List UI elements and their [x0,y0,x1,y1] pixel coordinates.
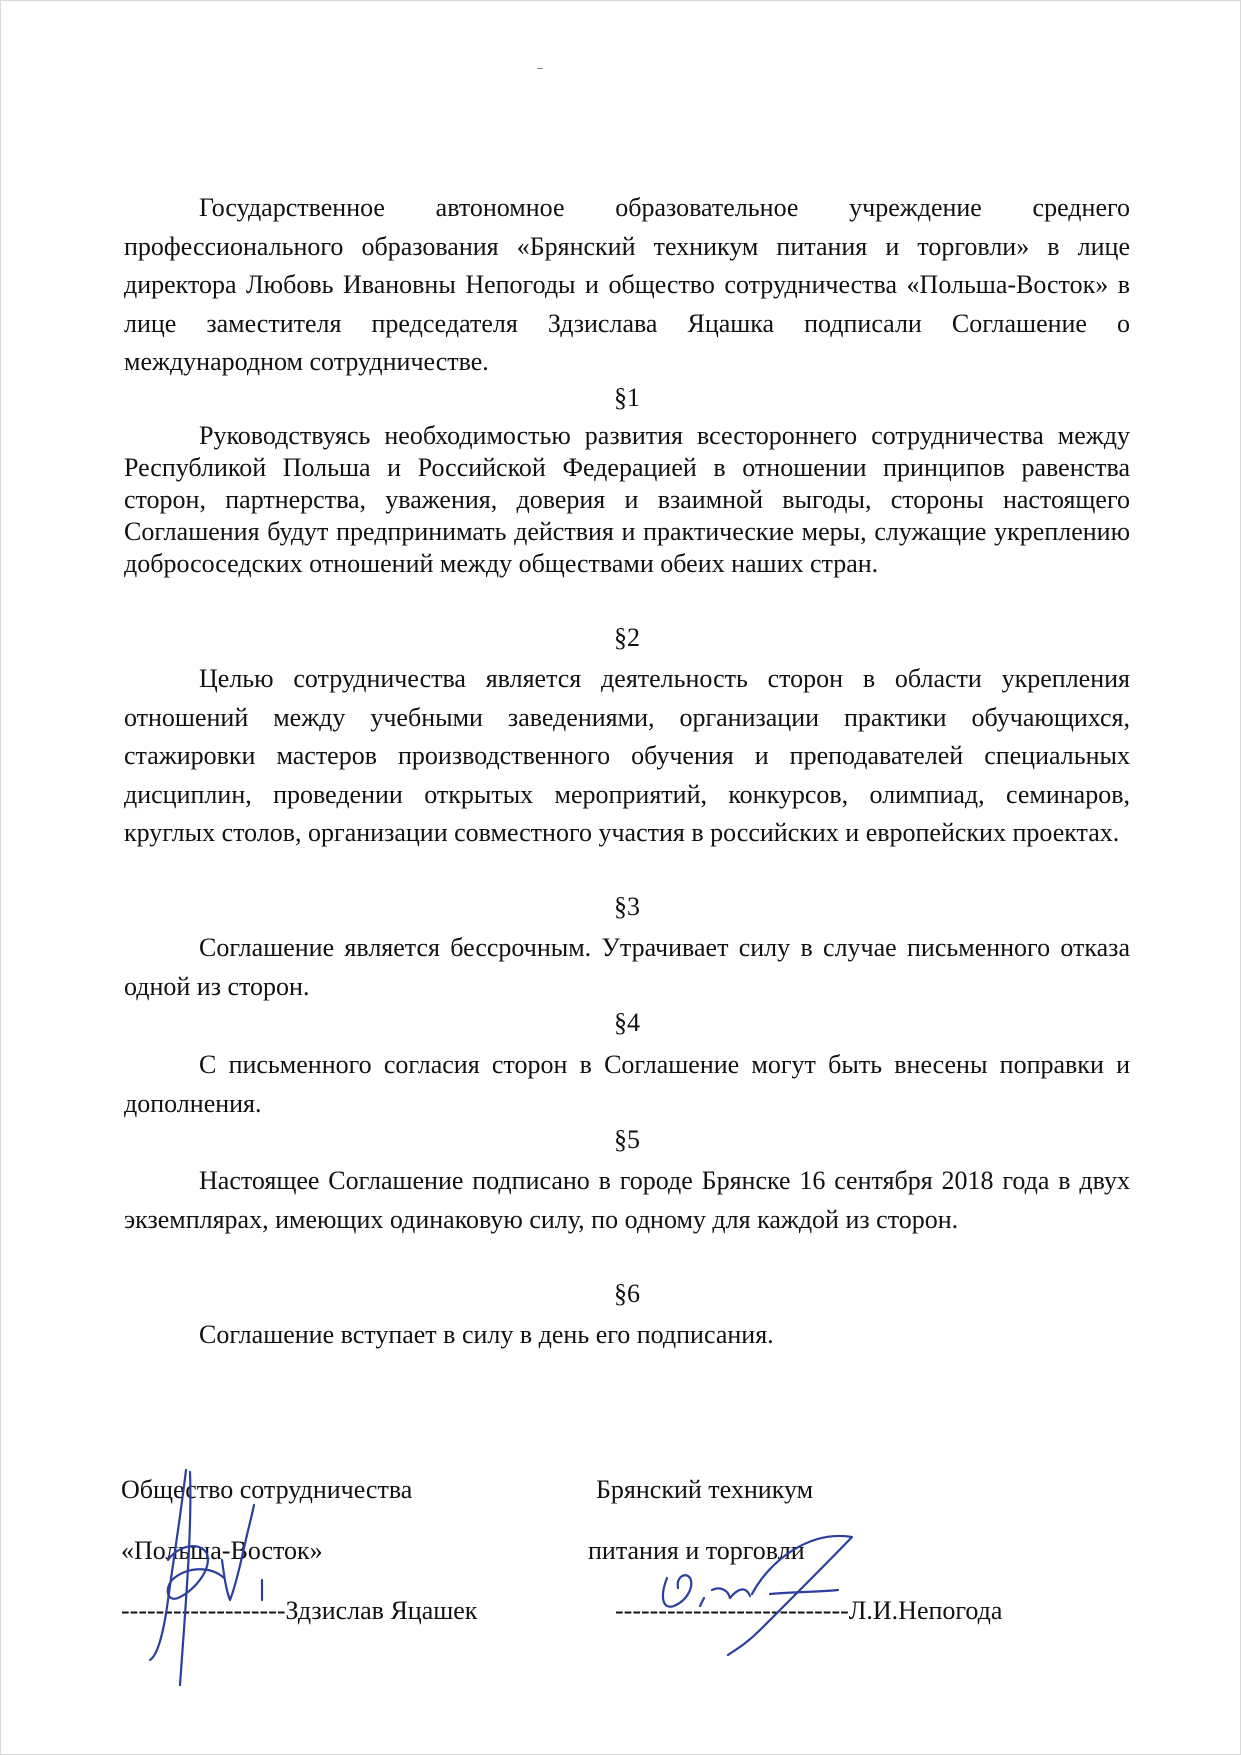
section-6-mark: §6 [614,1279,640,1308]
section-2-text: Целью сотрудничества является деятельность сторон в области укрепления отношений между учебными заведениями, организации практики обучающихся, стажировки мастеров производственного обучения и преподавателей специальных дисциплин, проведении открытых мероприятий, конкурсов, олимпиад, семинаров, круглых столов, организации совместного участия в российских и европейских проектах. [124,664,1130,847]
section-6-text: Соглашение вступает в силу в день его подписания. [199,1320,774,1349]
intro-paragraph: Государственное автономное образовательное учреждение среднего профессионального образования «Брянский техникум питания и торговли» в лице директора Любовь Ивановны Непогоды и общество сотрудничества «Польша-Восток» в лице заместителя председателя Здзислава Яцашка подписали Соглашение о международном сотрудничестве. [124,193,1130,376]
right-org-name-line1: Брянский техникум [596,1475,814,1504]
right-org-name-line2: питания и торговли [588,1536,805,1565]
section-1-mark: §1 [614,383,640,412]
section-3-mark: §3 [614,892,640,921]
left-org-name-line1: Общество сотрудничества [121,1475,413,1504]
left-signature-line: -------------------Здзислав Яцашек [121,1596,478,1625]
section-4-text: С письменного согласия сторон в Соглашение могут быть внесены поправки и дополнения. [124,1050,1130,1118]
scan-speck [537,68,543,69]
section-4-mark: §4 [614,1008,640,1037]
section-5-text: Настоящее Соглашение подписано в городе Брянске 16 сентября 2018 года в двух экземплярах, имеющих одинаковую силу, по одному для каждой из сторон. [124,1166,1130,1234]
section-5-mark: §5 [614,1125,640,1154]
section-2-mark: §2 [614,623,640,652]
section-1-text: Руководствуясь необходимостью развития всестороннего сотрудничества между Республикой Польша и Российской Федерацией в отношении принципов равенства сторон, партнерства, уважения, доверия и взаимной выгоды, стороны настоящего Соглашения будут предпринимать действия и практические меры, служащие укреплению добрососедских отношений между обществами обеих наших стран. [124,421,1130,578]
section-3-text: Соглашение является бессрочным. Утрачивает силу в случае письменного отказа одной из сторон. [124,933,1130,1001]
left-org-name-line2: «Польша-Восток» [121,1536,323,1565]
right-signature-line: ---------------------------Л.И.Непогода [615,1596,1003,1625]
